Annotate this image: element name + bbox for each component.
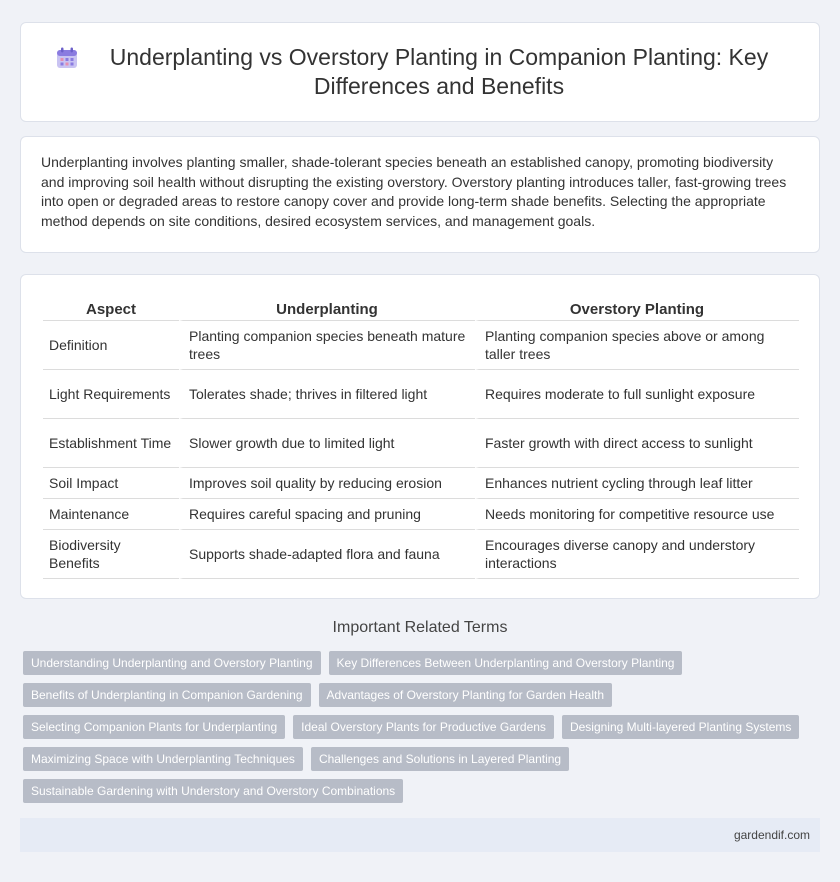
table-cell-aspect: Definition bbox=[43, 320, 179, 369]
table-cell-overstory: Encourages diverse canopy and understory interactions bbox=[475, 529, 799, 579]
related-term-tag[interactable]: Benefits of Underplanting in Companion Gardening bbox=[23, 683, 311, 707]
comparison-table-card bbox=[20, 274, 820, 599]
comparison-table bbox=[43, 295, 799, 579]
related-terms-list bbox=[23, 651, 823, 803]
table-cell-underplanting: Tolerates shade; thrives in filtered light bbox=[179, 369, 475, 418]
related-term-tag[interactable]: Key Differences Between Underplanting and Overstory Planting bbox=[329, 651, 683, 675]
table-cell-overstory: Needs monitoring for competitive resource use bbox=[475, 498, 799, 529]
related-term-tag[interactable]: Challenges and Solutions in Layered Planting bbox=[311, 747, 569, 771]
header-card bbox=[20, 22, 820, 122]
table-cell-underplanting: Requires careful spacing and pruning bbox=[179, 498, 475, 529]
intro-paragraph: Underplanting involves planting smaller, shade-tolerant species beneath an established canopy, promoting biodiversity and improving soil health without disrupting the existing overstory. Overstory planting introduces taller, fast-growing trees into open or degraded areas to restore canopy cover and provide long-term shade benefits. Selecting the appropriate method depends on site conditions, desired ecosystem services, and management goals. bbox=[41, 154, 787, 229]
footer-site-link[interactable]: gardendif.com bbox=[733, 828, 810, 842]
table-cell-underplanting: Planting companion species beneath mature trees bbox=[179, 320, 475, 369]
table-cell-aspect: Establishment Time bbox=[43, 418, 179, 467]
table-cell-overstory: Planting companion species above or among taller trees bbox=[475, 320, 799, 369]
related-term-tag[interactable]: Selecting Companion Plants for Underplanting bbox=[23, 715, 285, 739]
intro-card bbox=[20, 136, 820, 253]
table-cell-underplanting: Improves soil quality by reducing erosion bbox=[179, 467, 475, 498]
table-row bbox=[43, 467, 799, 498]
column-header-aspect: Aspect bbox=[85, 301, 137, 318]
table-row bbox=[43, 529, 799, 579]
page-title: Underplanting vs Overstory Planting in Companion Planting: Key Differences and Benefits bbox=[109, 44, 769, 99]
related-term-tag[interactable]: Ideal Overstory Plants for Productive Gardens bbox=[293, 715, 554, 739]
table-row bbox=[43, 498, 799, 529]
table-row bbox=[43, 320, 799, 369]
table-cell-aspect: Soil Impact bbox=[43, 467, 179, 498]
table-cell-aspect: Maintenance bbox=[43, 498, 179, 529]
related-term-tag[interactable]: Advantages of Overstory Planting for Garden Health bbox=[319, 683, 612, 707]
table-cell-overstory: Faster growth with direct access to sunlight bbox=[475, 418, 799, 467]
column-header-overstory: Overstory Planting bbox=[569, 301, 705, 318]
related-term-tag[interactable]: Understanding Underplanting and Overstory Planting bbox=[23, 651, 321, 675]
table-header-row bbox=[43, 295, 799, 320]
table-cell-underplanting: Supports shade-adapted flora and fauna bbox=[179, 529, 475, 579]
related-term-tag[interactable]: Maximizing Space with Underplanting Techniques bbox=[23, 747, 303, 771]
table-row bbox=[43, 418, 799, 467]
table-cell-aspect: Biodiversity Benefits bbox=[43, 529, 179, 579]
related-terms-title: Important Related Terms bbox=[332, 619, 508, 636]
table-cell-underplanting: Slower growth due to limited light bbox=[179, 418, 475, 467]
table-cell-overstory: Enhances nutrient cycling through leaf litter bbox=[475, 467, 799, 498]
table-cell-aspect: Light Requirements bbox=[43, 369, 179, 418]
table-row bbox=[43, 369, 799, 418]
calendar-grid-icon bbox=[56, 47, 78, 69]
related-term-tag[interactable]: Sustainable Gardening with Understory and Overstory Combinations bbox=[23, 779, 403, 803]
table-cell-overstory: Requires moderate to full sunlight exposure bbox=[475, 369, 799, 418]
footer bbox=[20, 818, 820, 852]
column-header-underplanting: Underplanting bbox=[276, 301, 378, 318]
related-term-tag[interactable]: Designing Multi-layered Planting Systems bbox=[562, 715, 799, 739]
